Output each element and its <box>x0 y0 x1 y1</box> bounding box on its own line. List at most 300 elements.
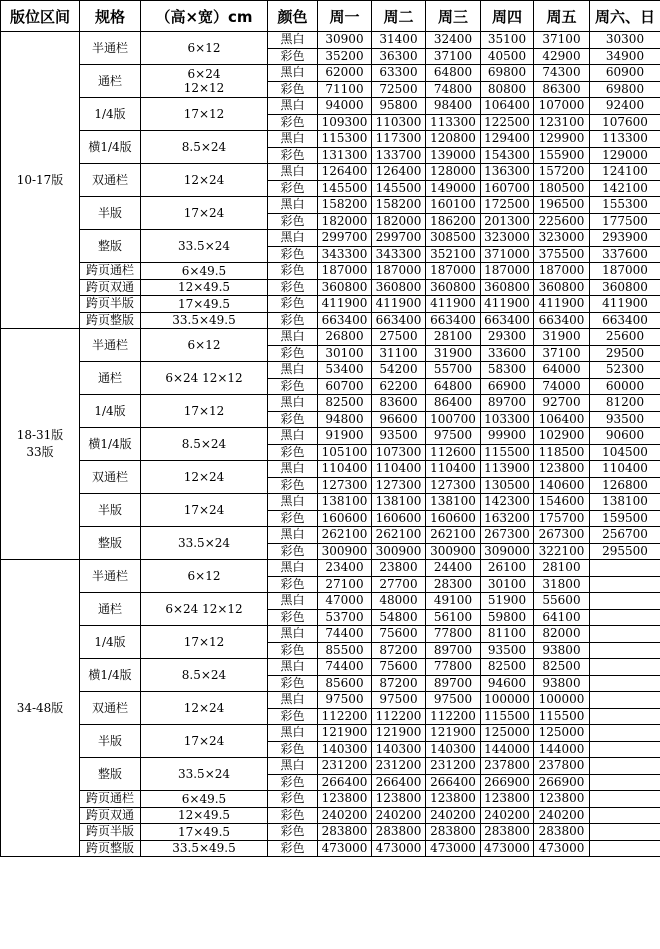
size-cell: 6×49.5 <box>141 791 268 808</box>
price-cell: 240200 <box>318 807 372 824</box>
price-cell: 196500 <box>534 197 590 214</box>
price-cell <box>590 741 660 758</box>
price-cell: 123800 <box>534 791 590 808</box>
price-cell: 126800 <box>590 477 660 494</box>
color-cell: 黑白 <box>268 593 318 610</box>
price-cell: 121900 <box>426 725 481 742</box>
table-row <box>1 807 660 824</box>
size-cell: 6×24 12×12 <box>141 593 268 626</box>
price-cell: 77800 <box>426 659 481 676</box>
price-cell: 155300 <box>590 197 660 214</box>
price-cell: 74800 <box>426 81 481 98</box>
price-cell: 240200 <box>426 807 481 824</box>
price-cell <box>590 593 660 610</box>
price-cell: 160600 <box>318 510 372 527</box>
price-cell: 411900 <box>318 296 372 313</box>
price-cell: 177500 <box>590 213 660 230</box>
price-cell: 115500 <box>534 708 590 725</box>
table-row <box>1 329 660 346</box>
table-row <box>1 428 660 445</box>
price-cell: 52300 <box>590 362 660 379</box>
price-cell: 360800 <box>590 279 660 296</box>
color-cell: 彩色 <box>268 791 318 808</box>
price-cell: 102900 <box>534 428 590 445</box>
price-cell: 123800 <box>372 791 426 808</box>
price-cell <box>590 791 660 808</box>
spec-cell: 跨页半版 <box>80 296 141 313</box>
price-cell: 375500 <box>534 246 590 263</box>
price-cell: 110300 <box>372 114 426 131</box>
size-cell: 8.5×24 <box>141 659 268 692</box>
price-cell: 34900 <box>590 48 660 65</box>
spec-cell: 双通栏 <box>80 164 141 197</box>
price-cell: 295500 <box>590 543 660 560</box>
color-cell: 黑白 <box>268 626 318 643</box>
price-cell: 123800 <box>481 791 534 808</box>
header-cell: 周六、日 <box>590 1 660 32</box>
price-cell: 93800 <box>534 675 590 692</box>
price-cell: 154600 <box>534 494 590 511</box>
color-cell: 黑白 <box>268 131 318 148</box>
color-cell: 黑白 <box>268 758 318 775</box>
price-cell: 100700 <box>426 411 481 428</box>
price-cell: 123100 <box>534 114 590 131</box>
price-cell: 93800 <box>534 642 590 659</box>
header-cell: 周三 <box>426 1 481 32</box>
size-cell: 8.5×24 <box>141 131 268 164</box>
spec-cell: 通栏 <box>80 362 141 395</box>
price-cell: 112600 <box>426 444 481 461</box>
price-cell: 144000 <box>481 741 534 758</box>
price-cell: 112200 <box>372 708 426 725</box>
price-cell: 30300 <box>590 32 660 49</box>
color-cell: 黑白 <box>268 692 318 709</box>
price-cell: 113300 <box>590 131 660 148</box>
price-cell <box>590 675 660 692</box>
price-cell: 30900 <box>318 32 372 49</box>
price-cell: 266900 <box>481 774 534 791</box>
price-cell: 93500 <box>481 642 534 659</box>
price-cell: 186200 <box>426 213 481 230</box>
price-cell: 473000 <box>372 840 426 857</box>
color-cell: 彩色 <box>268 824 318 841</box>
header-cell: （高×宽）cm <box>141 1 268 32</box>
price-cell <box>590 708 660 725</box>
price-cell: 309000 <box>481 543 534 560</box>
price-cell: 104500 <box>590 444 660 461</box>
table-row <box>1 659 660 676</box>
price-cell <box>590 642 660 659</box>
color-cell: 黑白 <box>268 494 318 511</box>
price-cell: 93500 <box>372 428 426 445</box>
price-cell: 80800 <box>481 81 534 98</box>
price-cell: 283800 <box>318 824 372 841</box>
price-cell: 106400 <box>534 411 590 428</box>
size-cell: 6×12 <box>141 32 268 65</box>
price-cell: 237800 <box>481 758 534 775</box>
color-cell: 黑白 <box>268 461 318 478</box>
price-cell: 74000 <box>534 378 590 395</box>
size-cell: 17×12 <box>141 626 268 659</box>
header-cell: 颜色 <box>268 1 318 32</box>
spec-cell: 半版 <box>80 197 141 230</box>
page-range-cell: 10-17版 <box>1 32 80 329</box>
price-cell: 31100 <box>372 345 426 362</box>
price-cell <box>590 824 660 841</box>
table-row <box>1 197 660 214</box>
price-cell: 128000 <box>426 164 481 181</box>
spec-cell: 跨页双通 <box>80 807 141 824</box>
price-cell: 231200 <box>372 758 426 775</box>
price-cell: 59800 <box>481 609 534 626</box>
price-cell: 33600 <box>481 345 534 362</box>
price-cell: 75600 <box>372 626 426 643</box>
price-cell: 144000 <box>534 741 590 758</box>
price-cell: 182000 <box>372 213 426 230</box>
spec-cell: 通栏 <box>80 593 141 626</box>
price-cell: 125000 <box>481 725 534 742</box>
table-row <box>1 230 660 247</box>
spec-cell: 半版 <box>80 725 141 758</box>
price-cell <box>590 692 660 709</box>
price-cell: 89700 <box>426 642 481 659</box>
price-cell: 322100 <box>534 543 590 560</box>
header-cell: 版位区间 <box>1 1 80 32</box>
price-cell: 323000 <box>481 230 534 247</box>
price-cell: 47000 <box>318 593 372 610</box>
price-cell: 93500 <box>590 411 660 428</box>
price-cell: 411900 <box>481 296 534 313</box>
price-cell: 155900 <box>534 147 590 164</box>
price-cell: 262100 <box>318 527 372 544</box>
spec-cell: 半通栏 <box>80 560 141 593</box>
price-cell: 49100 <box>426 593 481 610</box>
color-cell: 彩色 <box>268 609 318 626</box>
price-cell: 160600 <box>426 510 481 527</box>
price-cell: 473000 <box>318 840 372 857</box>
spec-cell: 半通栏 <box>80 32 141 65</box>
price-cell: 89700 <box>426 675 481 692</box>
price-cell: 110400 <box>426 461 481 478</box>
price-cell: 159500 <box>590 510 660 527</box>
price-cell: 323000 <box>534 230 590 247</box>
price-cell: 105100 <box>318 444 372 461</box>
table-row <box>1 692 660 709</box>
size-cell: 17×12 <box>141 98 268 131</box>
color-cell: 黑白 <box>268 98 318 115</box>
table-row <box>1 758 660 775</box>
price-cell: 64800 <box>426 65 481 82</box>
price-cell: 300900 <box>372 543 426 560</box>
price-cell: 53700 <box>318 609 372 626</box>
price-cell: 187000 <box>372 263 426 280</box>
price-cell: 411900 <box>426 296 481 313</box>
price-cell: 82000 <box>534 626 590 643</box>
price-cell: 91900 <box>318 428 372 445</box>
color-cell: 彩色 <box>268 774 318 791</box>
price-cell: 187000 <box>534 263 590 280</box>
header-cell: 周一 <box>318 1 372 32</box>
price-cell: 23800 <box>372 560 426 577</box>
price-cell: 172500 <box>481 197 534 214</box>
price-cell: 37100 <box>534 345 590 362</box>
color-cell: 黑白 <box>268 329 318 346</box>
table-row <box>1 65 660 82</box>
price-cell: 126400 <box>372 164 426 181</box>
color-cell: 彩色 <box>268 411 318 428</box>
spec-cell: 跨页半版 <box>80 824 141 841</box>
price-cell: 35200 <box>318 48 372 65</box>
color-cell: 彩色 <box>268 378 318 395</box>
spec-cell: 半版 <box>80 494 141 527</box>
color-cell: 彩色 <box>268 213 318 230</box>
price-cell: 129000 <box>590 147 660 164</box>
table-row <box>1 131 660 148</box>
price-cell: 266900 <box>534 774 590 791</box>
price-cell <box>590 576 660 593</box>
price-cell: 266400 <box>372 774 426 791</box>
price-cell: 29500 <box>590 345 660 362</box>
color-cell: 彩色 <box>268 543 318 560</box>
table-row <box>1 626 660 643</box>
price-cell: 37100 <box>426 48 481 65</box>
price-cell: 64100 <box>534 609 590 626</box>
price-cell: 473000 <box>481 840 534 857</box>
price-cell: 240200 <box>534 807 590 824</box>
header-cell: 规格 <box>80 1 141 32</box>
price-cell: 663400 <box>372 312 426 329</box>
price-cell: 129400 <box>481 131 534 148</box>
color-cell: 黑白 <box>268 395 318 412</box>
price-cell: 122500 <box>481 114 534 131</box>
price-cell: 83600 <box>372 395 426 412</box>
price-cell: 663400 <box>534 312 590 329</box>
table-row <box>1 527 660 544</box>
color-cell: 彩色 <box>268 312 318 329</box>
price-cell: 158200 <box>318 197 372 214</box>
table-row <box>1 164 660 181</box>
size-cell: 33.5×24 <box>141 758 268 791</box>
price-cell: 120800 <box>426 131 481 148</box>
price-cell: 63300 <box>372 65 426 82</box>
price-cell: 187000 <box>590 263 660 280</box>
size-cell: 12×24 <box>141 164 268 197</box>
price-cell: 140300 <box>426 741 481 758</box>
price-cell: 107000 <box>534 98 590 115</box>
price-cell: 55700 <box>426 362 481 379</box>
price-cell: 42900 <box>534 48 590 65</box>
price-cell: 103300 <box>481 411 534 428</box>
price-cell: 31400 <box>372 32 426 49</box>
size-cell: 17×12 <box>141 395 268 428</box>
price-cell: 130500 <box>481 477 534 494</box>
price-cell: 95800 <box>372 98 426 115</box>
spec-cell: 半通栏 <box>80 329 141 362</box>
size-cell: 33.5×49.5 <box>141 312 268 329</box>
color-cell: 彩色 <box>268 180 318 197</box>
size-cell: 12×24 <box>141 692 268 725</box>
price-cell: 107300 <box>372 444 426 461</box>
size-cell: 8.5×24 <box>141 428 268 461</box>
price-cell: 26800 <box>318 329 372 346</box>
price-cell: 180500 <box>534 180 590 197</box>
price-cell: 72500 <box>372 81 426 98</box>
price-cell: 110400 <box>318 461 372 478</box>
price-cell <box>590 626 660 643</box>
price-cell: 94600 <box>481 675 534 692</box>
price-cell: 411900 <box>372 296 426 313</box>
price-cell: 98400 <box>426 98 481 115</box>
spec-cell: 1/4版 <box>80 395 141 428</box>
price-cell: 97500 <box>318 692 372 709</box>
table-row <box>1 824 660 841</box>
price-cell: 23400 <box>318 560 372 577</box>
price-cell: 25600 <box>590 329 660 346</box>
table-row <box>1 362 660 379</box>
color-cell: 黑白 <box>268 164 318 181</box>
header-cell: 周五 <box>534 1 590 32</box>
price-cell: 94000 <box>318 98 372 115</box>
price-cell: 663400 <box>481 312 534 329</box>
price-cell: 97500 <box>426 692 481 709</box>
spec-cell: 跨页整版 <box>80 312 141 329</box>
price-cell: 51900 <box>481 593 534 610</box>
price-cell: 110400 <box>372 461 426 478</box>
spec-cell: 跨页双通 <box>80 279 141 296</box>
price-cell: 82500 <box>534 659 590 676</box>
price-cell: 136300 <box>481 164 534 181</box>
price-cell: 138100 <box>372 494 426 511</box>
price-cell: 74400 <box>318 626 372 643</box>
table-row <box>1 560 660 577</box>
price-cell: 131300 <box>318 147 372 164</box>
price-cell: 360800 <box>426 279 481 296</box>
price-cell: 87200 <box>372 642 426 659</box>
price-cell: 142100 <box>590 180 660 197</box>
color-cell: 彩色 <box>268 114 318 131</box>
header-row <box>1 1 660 32</box>
price-cell: 138100 <box>318 494 372 511</box>
price-cell: 29300 <box>481 329 534 346</box>
price-cell: 37100 <box>534 32 590 49</box>
color-cell: 彩色 <box>268 840 318 857</box>
price-cell: 163200 <box>481 510 534 527</box>
color-cell: 彩色 <box>268 576 318 593</box>
spec-cell: 1/4版 <box>80 626 141 659</box>
color-cell: 彩色 <box>268 444 318 461</box>
size-cell: 6×12 <box>141 560 268 593</box>
size-cell: 6×49.5 <box>141 263 268 280</box>
price-cell: 113900 <box>481 461 534 478</box>
price-cell: 28100 <box>426 329 481 346</box>
price-cell: 663400 <box>318 312 372 329</box>
price-cell: 92400 <box>590 98 660 115</box>
price-cell: 225600 <box>534 213 590 230</box>
color-cell: 彩色 <box>268 147 318 164</box>
price-cell: 56100 <box>426 609 481 626</box>
price-cell <box>590 758 660 775</box>
price-cell: 140300 <box>372 741 426 758</box>
price-cell: 299700 <box>372 230 426 247</box>
spec-cell: 跨页通栏 <box>80 791 141 808</box>
size-cell: 17×49.5 <box>141 824 268 841</box>
price-cell: 337600 <box>590 246 660 263</box>
price-cell: 115500 <box>481 444 534 461</box>
price-cell: 231200 <box>318 758 372 775</box>
size-cell: 33.5×24 <box>141 527 268 560</box>
color-cell: 彩色 <box>268 642 318 659</box>
price-cell: 360800 <box>318 279 372 296</box>
price-cell: 127300 <box>426 477 481 494</box>
header-cell: 周二 <box>372 1 426 32</box>
spec-cell: 横1/4版 <box>80 428 141 461</box>
price-cell: 127300 <box>372 477 426 494</box>
price-cell: 85600 <box>318 675 372 692</box>
price-cell: 160600 <box>372 510 426 527</box>
price-cell: 343300 <box>318 246 372 263</box>
size-cell: 6×12 <box>141 329 268 362</box>
table-row <box>1 312 660 329</box>
price-cell: 32400 <box>426 32 481 49</box>
price-cell: 140600 <box>534 477 590 494</box>
price-cell: 27500 <box>372 329 426 346</box>
price-cell: 283800 <box>426 824 481 841</box>
price-cell: 160100 <box>426 197 481 214</box>
price-cell: 74300 <box>534 65 590 82</box>
price-cell: 86400 <box>426 395 481 412</box>
price-cell: 54200 <box>372 362 426 379</box>
price-cell <box>590 659 660 676</box>
price-cell <box>590 840 660 857</box>
price-cell: 187000 <box>318 263 372 280</box>
table-row <box>1 279 660 296</box>
price-cell: 142300 <box>481 494 534 511</box>
price-cell: 81200 <box>590 395 660 412</box>
spec-cell: 跨页整版 <box>80 840 141 857</box>
price-cell: 58300 <box>481 362 534 379</box>
size-cell: 33.5×49.5 <box>141 840 268 857</box>
price-cell: 127300 <box>318 477 372 494</box>
price-cell: 126400 <box>318 164 372 181</box>
price-cell: 35100 <box>481 32 534 49</box>
price-cell: 160700 <box>481 180 534 197</box>
price-cell: 145500 <box>318 180 372 197</box>
price-cell: 99900 <box>481 428 534 445</box>
color-cell: 黑白 <box>268 230 318 247</box>
price-cell: 100000 <box>481 692 534 709</box>
price-cell: 138100 <box>426 494 481 511</box>
price-cell: 106400 <box>481 98 534 115</box>
price-cell: 123800 <box>534 461 590 478</box>
price-cell: 69800 <box>481 65 534 82</box>
price-cell: 66900 <box>481 378 534 395</box>
price-cell: 149000 <box>426 180 481 197</box>
table-row <box>1 494 660 511</box>
price-cell: 473000 <box>426 840 481 857</box>
price-cell: 24400 <box>426 560 481 577</box>
price-cell: 30100 <box>318 345 372 362</box>
price-cell: 85500 <box>318 642 372 659</box>
color-cell: 彩色 <box>268 246 318 263</box>
price-cell: 112200 <box>318 708 372 725</box>
rate-table-body <box>1 32 660 857</box>
price-cell: 109300 <box>318 114 372 131</box>
size-cell: 12×24 <box>141 461 268 494</box>
price-cell <box>590 725 660 742</box>
price-cell: 201300 <box>481 213 534 230</box>
price-cell: 411900 <box>590 296 660 313</box>
price-cell <box>590 774 660 791</box>
